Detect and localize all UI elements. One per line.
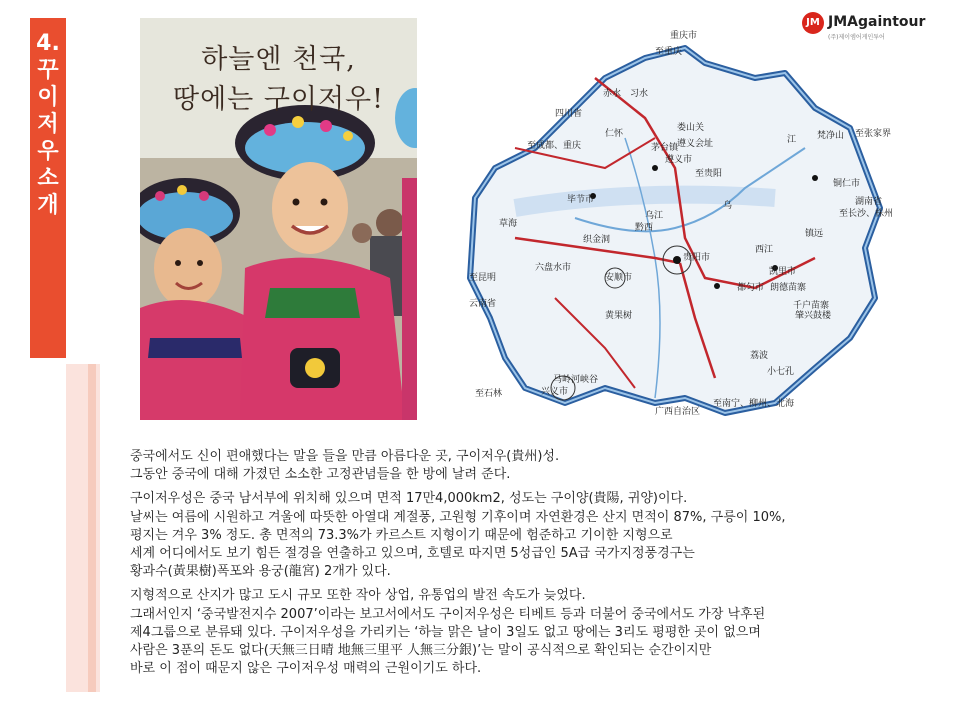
- map-label: 西江: [755, 245, 774, 255]
- text-line: 지형적으로 산지가 많고 도시 규모 또한 작아 상업, 유통업의 발전 속도가 늦었다.: [130, 588, 586, 604]
- map-label: 贵阳市: [683, 253, 711, 263]
- photo-caption-line2: 땅에는 구이저우!: [172, 84, 384, 115]
- map-illustration: [455, 18, 895, 420]
- map-label: 荔波: [750, 351, 769, 361]
- map-label: 六盘水市: [535, 263, 572, 273]
- map-label: 至贵阳: [695, 169, 723, 179]
- map-label: 广西自治区: [655, 407, 701, 417]
- map-label: 遵义市: [665, 155, 693, 165]
- map-label: 黄果树: [605, 311, 633, 321]
- map-label: 仁怀: [605, 129, 624, 139]
- map-label: 铜仁市: [833, 179, 861, 189]
- text-line: 구이저우성은 중국 남서부에 위치해 있으며 면적 17만4,000km2, 성도는 구이양(貴陽, 귀양)이다.: [130, 491, 688, 507]
- photo-caption-line1: 하늘엔 천국,: [201, 44, 356, 75]
- map-label: 至成都、重庆: [527, 141, 582, 151]
- map-label: 赤水: [603, 89, 622, 99]
- map-label: 小七孔: [767, 367, 795, 377]
- paragraph-development: [130, 587, 940, 678]
- text-line: 세계 어디에서도 보기 힘든 절경을 연출하고 있으며, 호텔로 따지면 5성급인 5A급 국가지정풍경구는: [130, 546, 695, 562]
- text-line: 중국에서도 신이 편애했다는 말을 들을 만큼 아름다운 곳, 구이저우(貴州)성.: [130, 449, 560, 464]
- map-label: 乌: [723, 201, 733, 211]
- map-label: 茅台镇: [651, 143, 679, 153]
- map-label: 凯里市: [769, 267, 797, 277]
- text-line: 평지는 겨우 3% 정도. 총 면적의 73.3%가 카르스트 지형이기 때문에 험준하고 기이한 지형으로: [130, 527, 673, 543]
- map-label: 草海: [499, 219, 518, 229]
- text-line: 그동안 중국에 대해 가졌던 소소한 고정관념들을 한 방에 날려 준다.: [130, 467, 511, 483]
- map-label: 马岭河峡谷: [553, 375, 599, 385]
- map-label: 习水: [630, 89, 649, 99]
- paragraph-overview: [130, 490, 940, 581]
- map-label: 镇远: [805, 229, 824, 239]
- logo-name: JMAgaintour: [828, 14, 926, 30]
- text-line: 날씨는 여름에 시원하고 겨울에 따뜻한 아열대 계절풍, 고원형 기후이며 자연환경은 산지 면적이 87%, 구릉이 10%,: [130, 509, 786, 525]
- map-label: 毕节市: [567, 195, 595, 205]
- map-label: 安顺市: [605, 273, 633, 283]
- map-label: 都匀市: [737, 283, 765, 293]
- map-label: 朗德苗寨: [770, 283, 807, 293]
- map-label: 至昆明: [469, 273, 497, 283]
- map-label: 至石林: [475, 389, 503, 399]
- paragraph-intro: [130, 448, 940, 484]
- map-label: 四川省: [555, 109, 583, 119]
- section-title: 4.꾸이저우소개: [36, 31, 60, 218]
- map-label: 至南宁、柳州、北海: [713, 399, 795, 409]
- map-label: 肇兴鼓楼: [795, 311, 832, 321]
- map-label: 娄山关: [677, 123, 705, 133]
- map-label: 重庆市: [670, 31, 698, 41]
- text-line: 바로 이 점이 때문지 않은 구이저우성 매력의 근원이기도 하다.: [130, 661, 482, 677]
- logo-mark-icon: JM: [802, 12, 824, 34]
- map-label: 江: [787, 135, 797, 145]
- text-line: 그래서인지 ‘중국발전지수 2007’이라는 보고서에서도 구이저우성은 티베트 등과 더불어 중국에서도 가장 낙후된: [130, 606, 766, 622]
- map-label: 兴义市: [541, 387, 569, 397]
- photo-caption: [140, 40, 417, 120]
- text-line: 제4그룹으로 분류돼 있다. 구이저우성을 가리키는 ‘하늘 맑은 날이 3일도 없고 땅에는 3리도 평평한 곳이 없으며: [130, 624, 761, 640]
- map-label: 云南省: [469, 299, 497, 309]
- map-label: 遵义会址: [677, 139, 714, 149]
- map-label: 千户苗寨: [793, 301, 830, 311]
- text-line: 사람은 3푼의 돈도 없다(天無三日晴 地無三里平 人無三分銀)’는 말이 공식적으로 확인되는 순간이지만: [130, 643, 712, 659]
- map-label: 湖南省: [855, 197, 883, 207]
- text-line: 황과수(黃果樹)폭포와 용궁(龍宮) 2개가 있다.: [130, 564, 391, 580]
- map-label: 黔西: [635, 223, 654, 233]
- map-label: 至重庆: [655, 47, 683, 57]
- map-label: 梵净山: [817, 131, 845, 141]
- map-label: 至张家界: [855, 129, 892, 139]
- content-text: [130, 448, 940, 684]
- guizhou-women-photo: [140, 18, 417, 420]
- guizhou-map: [455, 18, 895, 420]
- decorative-strip-inner: [88, 364, 96, 692]
- map-label: 乌江: [645, 211, 664, 221]
- map-label: 织金洞: [583, 235, 611, 245]
- map-label: 至长沙、株州: [839, 209, 894, 219]
- logo-subtitle: (주)제이엠어게인투어: [828, 34, 885, 41]
